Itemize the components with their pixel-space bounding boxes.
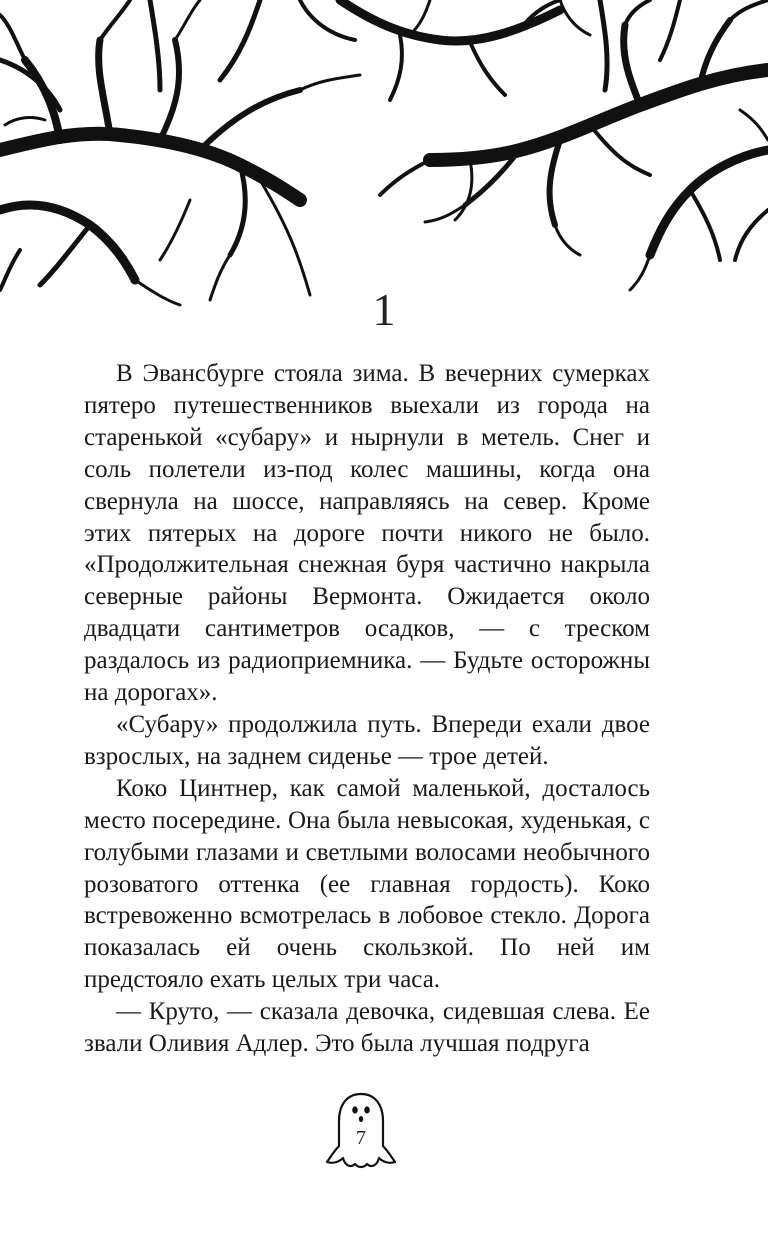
paragraph: Коко Цинтнер, как самой маленькой, досталось место посередине. Она была невысокая, худенькая, с голубыми глазами и светлыми волосами необычного розоватого оттенка (ее главная гордость). Коко встревоженно всмотрелась в лобовое стекло. Дорога показалась ей очень скользкой. По ней им предстояло ехать целых три часа.	[84, 774, 650, 994]
page-footer-ghost	[321, 1086, 401, 1176]
page-number: 7	[356, 1127, 366, 1149]
chapter-body-text	[84, 358, 650, 1060]
tree-branches-illustration	[0, 0, 768, 310]
chapter-number: 1	[372, 284, 396, 335]
paragraph: В Эвансбурге стояла зима. В вечерних сумерках пятеро путешественников выехали из города на старенькой «субару» и нырнули в метель. Снег и соль полетели из-под колес машины, когда она свернула на шоссе, направляясь на север. Кроме этих пятерых на дороге почти никого не было. «Продолжительная снежная буря частично накрыла северные районы Вермонта. Ожидается около двадцати сантиметров осадков, — с треском раздалось из радиоприемника. — Будьте осторожны на дорогах».	[84, 360, 650, 707]
paragraph: — Круто, — сказала девочка, сидевшая слева. Ее звали Оливия Адлер. Это была лучшая подруга	[84, 998, 650, 1058]
paragraph: «Субару» продолжила путь. Впереди ехали двое взрослых, на заднем сиденье — трое детей.	[84, 710, 650, 770]
